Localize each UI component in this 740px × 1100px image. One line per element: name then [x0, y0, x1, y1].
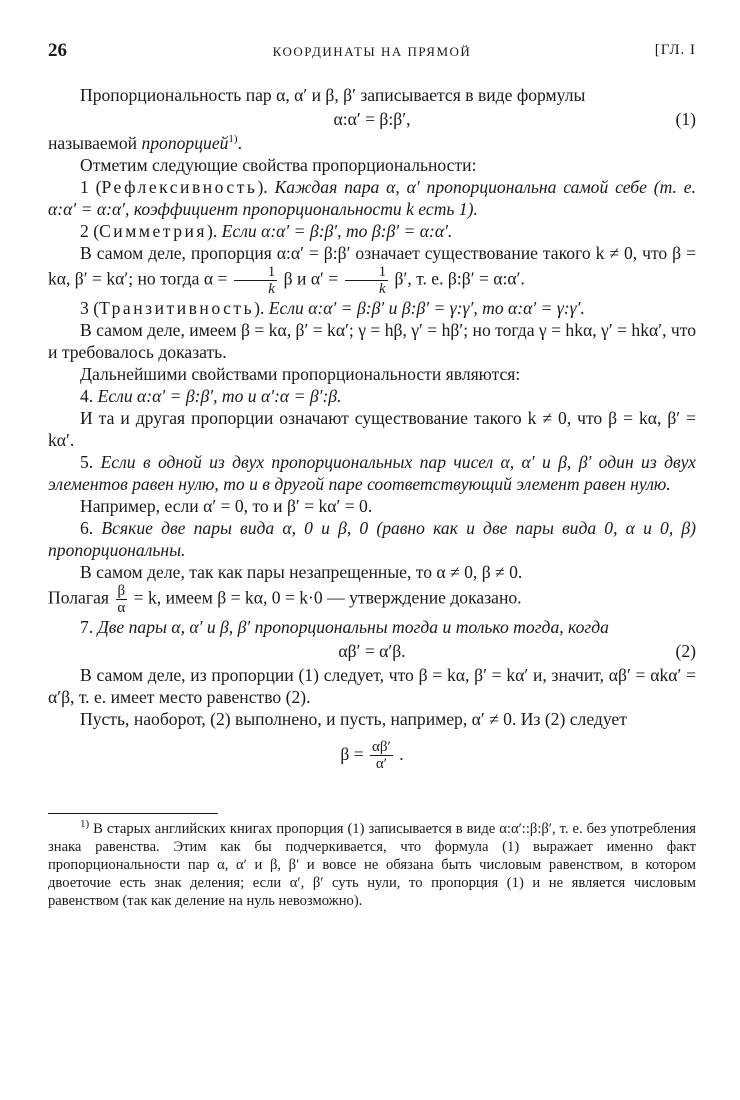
- property-number: 7.: [80, 617, 98, 637]
- property-name: Рефлексивность: [101, 177, 258, 197]
- paragraph: Дальнейшими свойствами пропорциональности являются:: [80, 364, 521, 384]
- fraction: [115, 583, 127, 616]
- property-statement: Если α:α′ = β:β′, то β:β′ = α:α′.: [221, 221, 453, 241]
- fraction: [370, 739, 393, 772]
- book-page: [48, 40, 696, 910]
- footnote-marker: 1): [80, 818, 90, 831]
- paragraph: [48, 242, 696, 297]
- property-number: 4.: [80, 386, 98, 406]
- property-3: [48, 297, 696, 319]
- property-5: [48, 451, 696, 495]
- text: β и α′ =: [279, 268, 343, 289]
- numerator: 1: [234, 264, 278, 281]
- text: .: [394, 744, 404, 764]
- page-number: 26: [48, 40, 67, 61]
- equation-2: [48, 639, 696, 663]
- text: ).: [257, 177, 275, 197]
- paragraph: Пусть, наоборот, (2) выполнено, и пусть, например, α′ ≠ 0. Из (2) следует: [80, 709, 627, 729]
- property-number: 1 (: [80, 177, 102, 197]
- property-number: 3 (: [80, 298, 100, 318]
- text: В самом деле, пропорция α:α′ = β:β′ означает существование такого k ≠ 0, что β = kα, β′ = kα′; но тогда α =: [48, 243, 696, 289]
- equation-1: [48, 107, 696, 131]
- paragraph: [48, 132, 696, 154]
- property-number: 2 (: [80, 221, 100, 241]
- property-statement: Две пары α, α′ и β, β′ пропорциональны тогда и только тогда, когда: [97, 617, 609, 637]
- page-header: [48, 40, 696, 70]
- denominator: α: [117, 600, 126, 616]
- property-statement: Если в одной из двух пропорциональных пар чисел α, α′ и β, β′ один из двух элементов равен нулю, то и в другой паре соответствующий элемент равен нулю.: [48, 452, 696, 494]
- property-statement: Всякие две пары вида α, 0 и β, 0 (равно как и две пары вида 0, α и 0, β) пропорциональны.: [48, 518, 696, 560]
- property-2: [48, 220, 696, 242]
- equation-text: α:α′ = β:β′,: [333, 109, 411, 129]
- property-number: 5.: [80, 452, 101, 472]
- term-proportion: пропорцией: [141, 133, 229, 153]
- equation-number: (1): [675, 109, 696, 129]
- property-number: 6.: [80, 518, 102, 538]
- chapter-marker: [ГЛ. I: [654, 42, 696, 58]
- property-name: Симметрия: [99, 221, 207, 241]
- property-statement: Если α:α′ = β:β′, то и α′:α = β′:β.: [97, 386, 342, 406]
- footnote-divider: [48, 813, 218, 814]
- paragraph: [48, 583, 696, 616]
- property-statement: Каждая пара α, α′ пропорциональна самой себе (т. е. α:α′ = α:α′, коэффициент пропорциональности k есть 1).: [48, 177, 696, 219]
- fraction: [234, 264, 278, 297]
- numerator: 1: [345, 264, 389, 281]
- paragraph: Отметим следующие свойства пропорциональности:: [80, 155, 477, 175]
- denominator: α′: [375, 756, 387, 773]
- fraction: [345, 264, 389, 297]
- paragraph: Например, если α′ = 0, то и β′ = kα′ = 0.: [80, 496, 373, 516]
- paragraph: И та и другая пропорции означают существование такого k ≠ 0, что β = kα, β′ = kα′.: [48, 408, 696, 450]
- numerator: β: [117, 583, 126, 599]
- numerator: αβ′: [372, 739, 391, 756]
- paragraph: В самом деле, так как пары незапрещенные, то α ≠ 0, β ≠ 0.: [80, 562, 523, 582]
- paragraph: В самом деле, из пропорции (1) следует, что β = kα, β′ = kα′ и, значит, αβ′ = αkα′ = α′β, т. е. имеет место равенство (2).: [48, 665, 696, 707]
- equation-text: αβ′ = α′β.: [338, 641, 406, 661]
- text: ).: [254, 298, 269, 318]
- text: β =: [340, 744, 369, 764]
- text: называемой: [48, 133, 142, 153]
- paragraph: Пропорциональность пар α, α′ и β, β′ записывается в виде формулы: [80, 85, 586, 105]
- property-name: Транзитивность: [99, 298, 255, 318]
- footnote-text: В старых английских книгах пропорция (1) записывается в виде α:α′::β:β′, т. е. без употребления знака равенства. Этим как бы подчеркивается, что формула (1) выражает именно факт пропорциональности пар α, α′ и β, β′ и вовсе не обязана быть числовым равенством, в котором двоеточие есть знак деления; если α′, β′ суть нули, то пропорция (1) и не является числовым равенством (так как деление на нуль невозможно).: [48, 821, 696, 909]
- property-6: [48, 517, 696, 561]
- property-7: [48, 616, 696, 638]
- page-body: [48, 84, 696, 910]
- footnote-ref: 1): [228, 133, 238, 146]
- property-1: [48, 176, 696, 220]
- property-statement: Если α:α′ = β:β′ и β:β′ = γ:γ′, то α:α′ = γ:γ′.: [268, 298, 585, 318]
- text: ).: [207, 221, 222, 241]
- paragraph: В самом деле, имеем β = kα, β′ = kα′; γ = hβ, γ′ = hβ′; но тогда γ = hkα, γ′ = hkα′, что и требовалось доказать.: [48, 320, 696, 362]
- denominator: k: [379, 281, 386, 297]
- running-title: КООРДИНАТЫ НА ПРЯМОЙ: [272, 44, 472, 59]
- text: .: [237, 133, 242, 153]
- property-4: [48, 385, 696, 407]
- text: β′, т. е. β:β′ = α:α′.: [390, 268, 525, 289]
- denominator: k: [268, 281, 275, 297]
- footnote: [48, 820, 696, 910]
- equation-3: [48, 731, 696, 777]
- text: = k, имеем β = kα, 0 = k·0 — утверждение доказано.: [129, 587, 522, 608]
- equation-number: (2): [675, 641, 696, 661]
- text: Полагая: [48, 587, 114, 608]
